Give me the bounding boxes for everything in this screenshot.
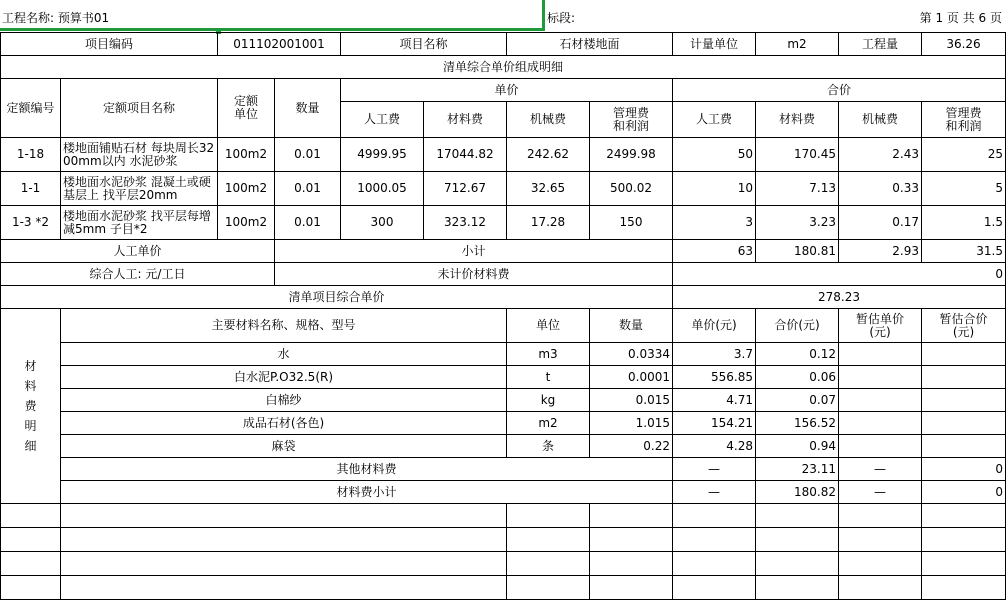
col-unit-material[interactable]: 材料费 xyxy=(424,102,507,138)
mat-col-qty[interactable]: 数量 xyxy=(590,309,673,343)
section-label[interactable]: 标段: xyxy=(547,11,576,25)
mat-est-total[interactable] xyxy=(922,412,1006,435)
material-subtotal-est-total[interactable]: 0 xyxy=(922,481,1006,504)
subtotal-mgmt[interactable]: 31.5 xyxy=(922,240,1006,263)
mat-price[interactable]: 556.85 xyxy=(673,366,756,389)
empty-cell[interactable] xyxy=(507,576,590,600)
total-machine[interactable]: 0.33 xyxy=(839,172,922,206)
qty-value[interactable]: 36.26 xyxy=(922,33,1006,56)
mat-est-total[interactable] xyxy=(922,366,1006,389)
mat-price[interactable]: 4.28 xyxy=(673,435,756,458)
empty-cell[interactable] xyxy=(756,552,839,576)
quota-name[interactable]: 楼地面铺贴石材 每块周长3200mm以内 水泥砂浆 xyxy=(61,138,218,172)
mat-col-est-unit[interactable]: 暂估单价 (元) xyxy=(839,309,922,343)
quota-row xyxy=(1,138,1006,172)
total-labor[interactable]: 10 xyxy=(673,172,756,206)
material-detail-side-label[interactable] xyxy=(1,309,61,504)
unit-material[interactable]: 712.67 xyxy=(424,172,507,206)
col-quantity[interactable]: 数量 xyxy=(275,79,341,138)
empty-cell[interactable] xyxy=(1,552,61,576)
item-unit-price-label[interactable]: 清单项目综合单价 xyxy=(1,286,673,309)
material-row xyxy=(1,366,1006,389)
empty-cell[interactable] xyxy=(590,576,673,600)
total-mgmt[interactable]: 5 xyxy=(922,172,1006,206)
subtotal-labor[interactable]: 63 xyxy=(673,240,756,263)
col-total-material[interactable]: 材料费 xyxy=(756,102,839,138)
empty-cell[interactable] xyxy=(61,504,507,528)
mat-col-name[interactable]: 主要材料名称、规格、型号 xyxy=(61,309,507,343)
mat-est-unit[interactable] xyxy=(839,435,922,458)
empty-row xyxy=(1,552,1006,576)
empty-cell[interactable] xyxy=(61,528,507,552)
unit-mgmt[interactable]: 500.02 xyxy=(590,172,673,206)
empty-row xyxy=(1,504,1006,528)
qty-label[interactable]: 工程量 xyxy=(839,33,922,56)
quota-row xyxy=(1,172,1006,206)
mat-unit[interactable]: 条 xyxy=(507,435,590,458)
empty-cell[interactable] xyxy=(61,576,507,600)
empty-cell[interactable] xyxy=(673,528,756,552)
empty-cell[interactable] xyxy=(61,552,507,576)
page-indicator[interactable]: 第 1 页 共 6 页 xyxy=(919,11,1002,25)
col-unit-machine[interactable]: 机械费 xyxy=(507,102,590,138)
empty-cell[interactable] xyxy=(673,576,756,600)
mat-name[interactable]: 白棉纱 xyxy=(61,389,507,412)
col-total-machine[interactable]: 机械费 xyxy=(839,102,922,138)
empty-cell[interactable] xyxy=(507,552,590,576)
mat-name[interactable]: 麻袋 xyxy=(61,435,507,458)
empty-cell[interactable] xyxy=(590,528,673,552)
unit-material[interactable]: 17044.82 xyxy=(424,138,507,172)
unit-labor[interactable]: 4999.95 xyxy=(341,138,424,172)
quota-name[interactable]: 楼地面水泥砂浆 找平层每增减5mm 子目*2 xyxy=(61,206,218,240)
material-row xyxy=(1,343,1006,366)
mat-price[interactable]: 4.71 xyxy=(673,389,756,412)
subtotal-label[interactable]: 小计 xyxy=(275,240,673,263)
mat-price[interactable]: 154.21 xyxy=(673,412,756,435)
mat-est-unit[interactable] xyxy=(839,412,922,435)
mat-price[interactable]: 3.7 xyxy=(673,343,756,366)
unit-machine[interactable]: 242.62 xyxy=(507,138,590,172)
unit-machine[interactable]: 17.28 xyxy=(507,206,590,240)
col-unit-price-group[interactable]: 单价 xyxy=(341,79,673,102)
empty-cell[interactable] xyxy=(839,576,922,600)
other-material-price[interactable]: — xyxy=(673,458,756,481)
material-subtotal-label[interactable]: 材料费小计 xyxy=(61,481,673,504)
sheet-header xyxy=(0,0,1008,32)
total-material[interactable]: 170.45 xyxy=(756,138,839,172)
col-total-mgmt[interactable]: 管理费 和利润 xyxy=(922,102,1006,138)
mat-qty[interactable]: 0.22 xyxy=(590,435,673,458)
mat-name[interactable]: 白水泥P.O32.5(R) xyxy=(61,366,507,389)
mat-name[interactable]: 水 xyxy=(61,343,507,366)
empty-cell[interactable] xyxy=(922,528,1006,552)
empty-cell[interactable] xyxy=(507,528,590,552)
mat-qty[interactable]: 0.015 xyxy=(590,389,673,412)
quota-code[interactable]: 1-3 *2 xyxy=(1,206,61,240)
empty-cell[interactable] xyxy=(1,504,61,528)
unit-price-analysis-table xyxy=(0,32,1006,600)
other-material-est-total[interactable]: 0 xyxy=(922,458,1006,481)
empty-row xyxy=(1,528,1006,552)
mat-est-unit[interactable] xyxy=(839,366,922,389)
col-unit-labor[interactable]: 人工费 xyxy=(341,102,424,138)
mat-col-est-total[interactable]: 暂估合价 (元) xyxy=(922,309,1006,343)
total-mgmt[interactable]: 25 xyxy=(922,138,1006,172)
material-subtotal-price[interactable]: — xyxy=(673,481,756,504)
quota-code[interactable]: 1-18 xyxy=(1,138,61,172)
mat-name[interactable]: 成品石材(各色) xyxy=(61,412,507,435)
empty-cell[interactable] xyxy=(590,504,673,528)
subtotal-machine[interactable]: 2.93 xyxy=(839,240,922,263)
unpriced-material-value[interactable]: 0 xyxy=(673,263,1006,286)
col-quota-unit[interactable]: 定额 单位 xyxy=(218,79,275,138)
material-subtotal-total[interactable]: 180.82 xyxy=(756,481,839,504)
empty-cell[interactable] xyxy=(839,528,922,552)
mat-col-unit[interactable]: 单位 xyxy=(507,309,590,343)
mat-est-unit[interactable] xyxy=(839,389,922,412)
empty-cell[interactable] xyxy=(756,504,839,528)
item-name-label[interactable]: 项目名称 xyxy=(341,33,507,56)
empty-cell[interactable] xyxy=(1,576,61,600)
quota-name[interactable]: 楼地面水泥砂浆 混凝土或硬基层上 找平层20mm xyxy=(61,172,218,206)
mat-qty[interactable]: 0.0334 xyxy=(590,343,673,366)
total-machine[interactable]: 2.43 xyxy=(839,138,922,172)
item-unit-price-value[interactable]: 278.23 xyxy=(673,286,1006,309)
mat-qty[interactable]: 0.0001 xyxy=(590,366,673,389)
col-quota-code[interactable]: 定额编号 xyxy=(1,79,61,138)
mat-total[interactable]: 0.07 xyxy=(756,389,839,412)
material-row xyxy=(1,412,1006,435)
empty-cell[interactable] xyxy=(673,552,756,576)
unit-labor[interactable]: 300 xyxy=(341,206,424,240)
total-material[interactable]: 7.13 xyxy=(756,172,839,206)
empty-row xyxy=(1,576,1006,600)
material-subtotal-est-unit[interactable]: — xyxy=(839,481,922,504)
empty-cell[interactable] xyxy=(922,552,1006,576)
quota-code[interactable]: 1-1 xyxy=(1,172,61,206)
mat-col-unit-price[interactable]: 单价(元) xyxy=(673,309,756,343)
quota-row xyxy=(1,206,1006,240)
total-machine[interactable]: 0.17 xyxy=(839,206,922,240)
mat-total[interactable]: 0.06 xyxy=(756,366,839,389)
material-detail-side-text: 材料费明细 xyxy=(24,359,37,453)
quota-unit[interactable]: 100m2 xyxy=(218,206,275,240)
empty-cell[interactable] xyxy=(756,528,839,552)
mat-unit[interactable]: m3 xyxy=(507,343,590,366)
quota-qty[interactable]: 0.01 xyxy=(275,172,341,206)
quota-qty[interactable]: 0.01 xyxy=(275,206,341,240)
unit-machine[interactable]: 32.65 xyxy=(507,172,590,206)
mat-unit[interactable]: t xyxy=(507,366,590,389)
empty-cell[interactable] xyxy=(839,552,922,576)
quota-unit[interactable]: 100m2 xyxy=(218,138,275,172)
empty-cell[interactable] xyxy=(507,504,590,528)
unpriced-material-label[interactable]: 未计价材料费 xyxy=(275,263,673,286)
empty-cell[interactable] xyxy=(756,576,839,600)
mat-col-total[interactable]: 合价(元) xyxy=(756,309,839,343)
section-title[interactable]: 清单综合单价组成明细 xyxy=(1,56,1006,79)
mat-total[interactable]: 0.94 xyxy=(756,435,839,458)
col-unit-mgmt[interactable]: 管理费 和利润 xyxy=(590,102,673,138)
total-mgmt[interactable]: 1.5 xyxy=(922,206,1006,240)
other-material-label[interactable]: 其他材料费 xyxy=(61,458,673,481)
unit-label[interactable]: 计量单位 xyxy=(673,33,756,56)
empty-cell[interactable] xyxy=(590,552,673,576)
empty-cell[interactable] xyxy=(673,504,756,528)
mat-est-total[interactable] xyxy=(922,435,1006,458)
empty-cell[interactable] xyxy=(922,576,1006,600)
total-material[interactable]: 3.23 xyxy=(756,206,839,240)
comp-labor-label[interactable]: 综合人工: 元/工日 xyxy=(1,263,275,286)
quota-unit[interactable]: 100m2 xyxy=(218,172,275,206)
labor-unit-price-label[interactable]: 人工单价 xyxy=(1,240,275,263)
mat-unit[interactable]: kg xyxy=(507,389,590,412)
mat-total[interactable]: 156.52 xyxy=(756,412,839,435)
empty-cell[interactable] xyxy=(839,504,922,528)
unit-material[interactable]: 323.12 xyxy=(424,206,507,240)
other-material-total[interactable]: 23.11 xyxy=(756,458,839,481)
material-row xyxy=(1,435,1006,458)
col-total-price-group[interactable]: 合价 xyxy=(673,79,1006,102)
quota-qty[interactable]: 0.01 xyxy=(275,138,341,172)
empty-cell[interactable] xyxy=(1,528,61,552)
col-total-labor[interactable]: 人工费 xyxy=(673,102,756,138)
mat-total[interactable]: 0.12 xyxy=(756,343,839,366)
mat-est-total[interactable] xyxy=(922,389,1006,412)
item-code-value[interactable]: 011102001001 xyxy=(218,33,341,56)
total-labor[interactable]: 3 xyxy=(673,206,756,240)
other-material-est-unit[interactable]: — xyxy=(839,458,922,481)
col-quota-name[interactable]: 定额项目名称 xyxy=(61,79,218,138)
item-name-value[interactable]: 石材楼地面 xyxy=(507,33,673,56)
empty-cell[interactable] xyxy=(922,504,1006,528)
unit-labor[interactable]: 1000.05 xyxy=(341,172,424,206)
material-row xyxy=(1,389,1006,412)
total-labor[interactable]: 50 xyxy=(673,138,756,172)
unit-mgmt[interactable]: 150 xyxy=(590,206,673,240)
mat-est-unit[interactable] xyxy=(839,343,922,366)
mat-qty[interactable]: 1.015 xyxy=(590,412,673,435)
project-name[interactable]: 工程名称: 预算书01 xyxy=(2,11,110,25)
unit-mgmt[interactable]: 2499.98 xyxy=(590,138,673,172)
mat-unit[interactable]: m2 xyxy=(507,412,590,435)
item-code-label[interactable]: 项目编码 xyxy=(1,33,218,56)
subtotal-material[interactable]: 180.81 xyxy=(756,240,839,263)
mat-est-total[interactable] xyxy=(922,343,1006,366)
unit-value[interactable]: m2 xyxy=(756,33,839,56)
